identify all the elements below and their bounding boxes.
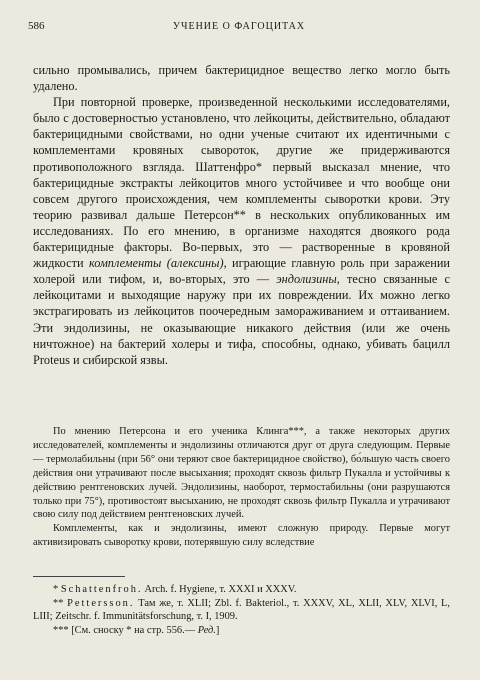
editor-mark: Ред. — [197, 624, 216, 636]
footnote-author: Pettersson. — [67, 597, 135, 609]
paragraph-continuation: сильно промывались, причем бактерицидное вещество легко могло быть удалено. — [33, 63, 450, 94]
paragraph-text: , тесно связанные с лейкоцитами и выходящие наружу при их повреждении. Их можно легко экстрагировать из лейкоцитов поочередным замораживанием и оттаиванием. Эти эндолизины, не оказывающие никакого действия (или же очень ничтожное) на бактерий холеры и тифа, способны, однако, убивать бацилл Proteus и сибирской язвы. — [33, 272, 450, 367]
footnote-bracket: ] — [215, 624, 220, 636]
term-complements: комплементы (алексины) — [88, 256, 224, 271]
footnote — [33, 624, 450, 638]
small-paragraph: По мнению Петерсона и его ученика Клинга***, а также некоторых других исследователей, комплементы и эндолизины отличаются друг от друга следующим. Первые — термолабильны (при 56° они теряют свое бактерицидное свойство), бо́льшую часть своего действия они утрачивают после высыхания; проходят сквозь фильтр Пукалла и устойчивы к действию рентгеновских лучей. Эндолизины, наоборот, термостабильны (они разрушаются только при 75°), противостоят высыханию, не проходят сквозь фильтр Пукалла и утрачивают свою силу под действием рентгеновских лучей. — [33, 426, 450, 521]
footnote-author: Schattenfroh. — [60, 584, 143, 595]
footnote-text: Arch. f. Hygiene, т. XXXI и XXXV. — [144, 584, 297, 595]
small-paragraph: Комплементы, как и эндолизины, имеют сложную природу. Первые могут активизировать сыворотку крови, потерявшую силу вследствие — [33, 523, 450, 549]
paragraph-leukocytes — [33, 94, 450, 368]
footnote-mark: ** — [53, 597, 64, 609]
footnote-text: Там же, т. XLII; Zbl. f. Bakteriol., т. XXXV, XL, XLII, XLV, XLVI, L, LIII; Zeitschr. f. Immunitätsforschung, т. I, 1909. — [33, 597, 450, 623]
footnote-divider — [33, 576, 125, 577]
main-text — [33, 62, 450, 368]
paragraph-text: При повторной проверке, произведенной несколькими исследователями, было с достоверностью установлено, что лейкоциты, действительно, обладают бактерицидными свойствами, но одни ученые считают их идентичными с комплементами кровяных сывороток, другие же придерживаются противоположного взгляда. Шаттенфро* первый высказал мнение, что бактерицидные экстракты лейкоцитов много устойчивее и что вообще они совсем другого происхождения, чем комплементы сыворотки крови. Эту теорию развивал дальше Петерсон** в нескольких опубликованных им исследованиях. По его мнению, в организме находятся двоякого рода бактерицидные факторы. Во-первых, это — растворенные в кровяной жидкости — [33, 95, 450, 271]
page-header — [28, 20, 450, 32]
footnote-mark: *** — [53, 624, 69, 636]
running-title: УЧЕНИЕ О ФАГОЦИТАХ — [172, 21, 306, 32]
footnotes — [33, 583, 450, 637]
term-endolysins: эндолизины — [276, 272, 337, 287]
paragraph-text: , играющие главную роль при заражении холерой или тифом, и, во-вторых, это — — [33, 256, 450, 287]
page-number: 586 — [28, 20, 45, 32]
footnote — [33, 597, 450, 624]
small-print-section — [33, 425, 450, 550]
footnote-text: [См. сноску * на стр. 556.— — [71, 624, 196, 636]
footnote — [33, 583, 450, 597]
footnote-mark: * — [53, 584, 59, 595]
